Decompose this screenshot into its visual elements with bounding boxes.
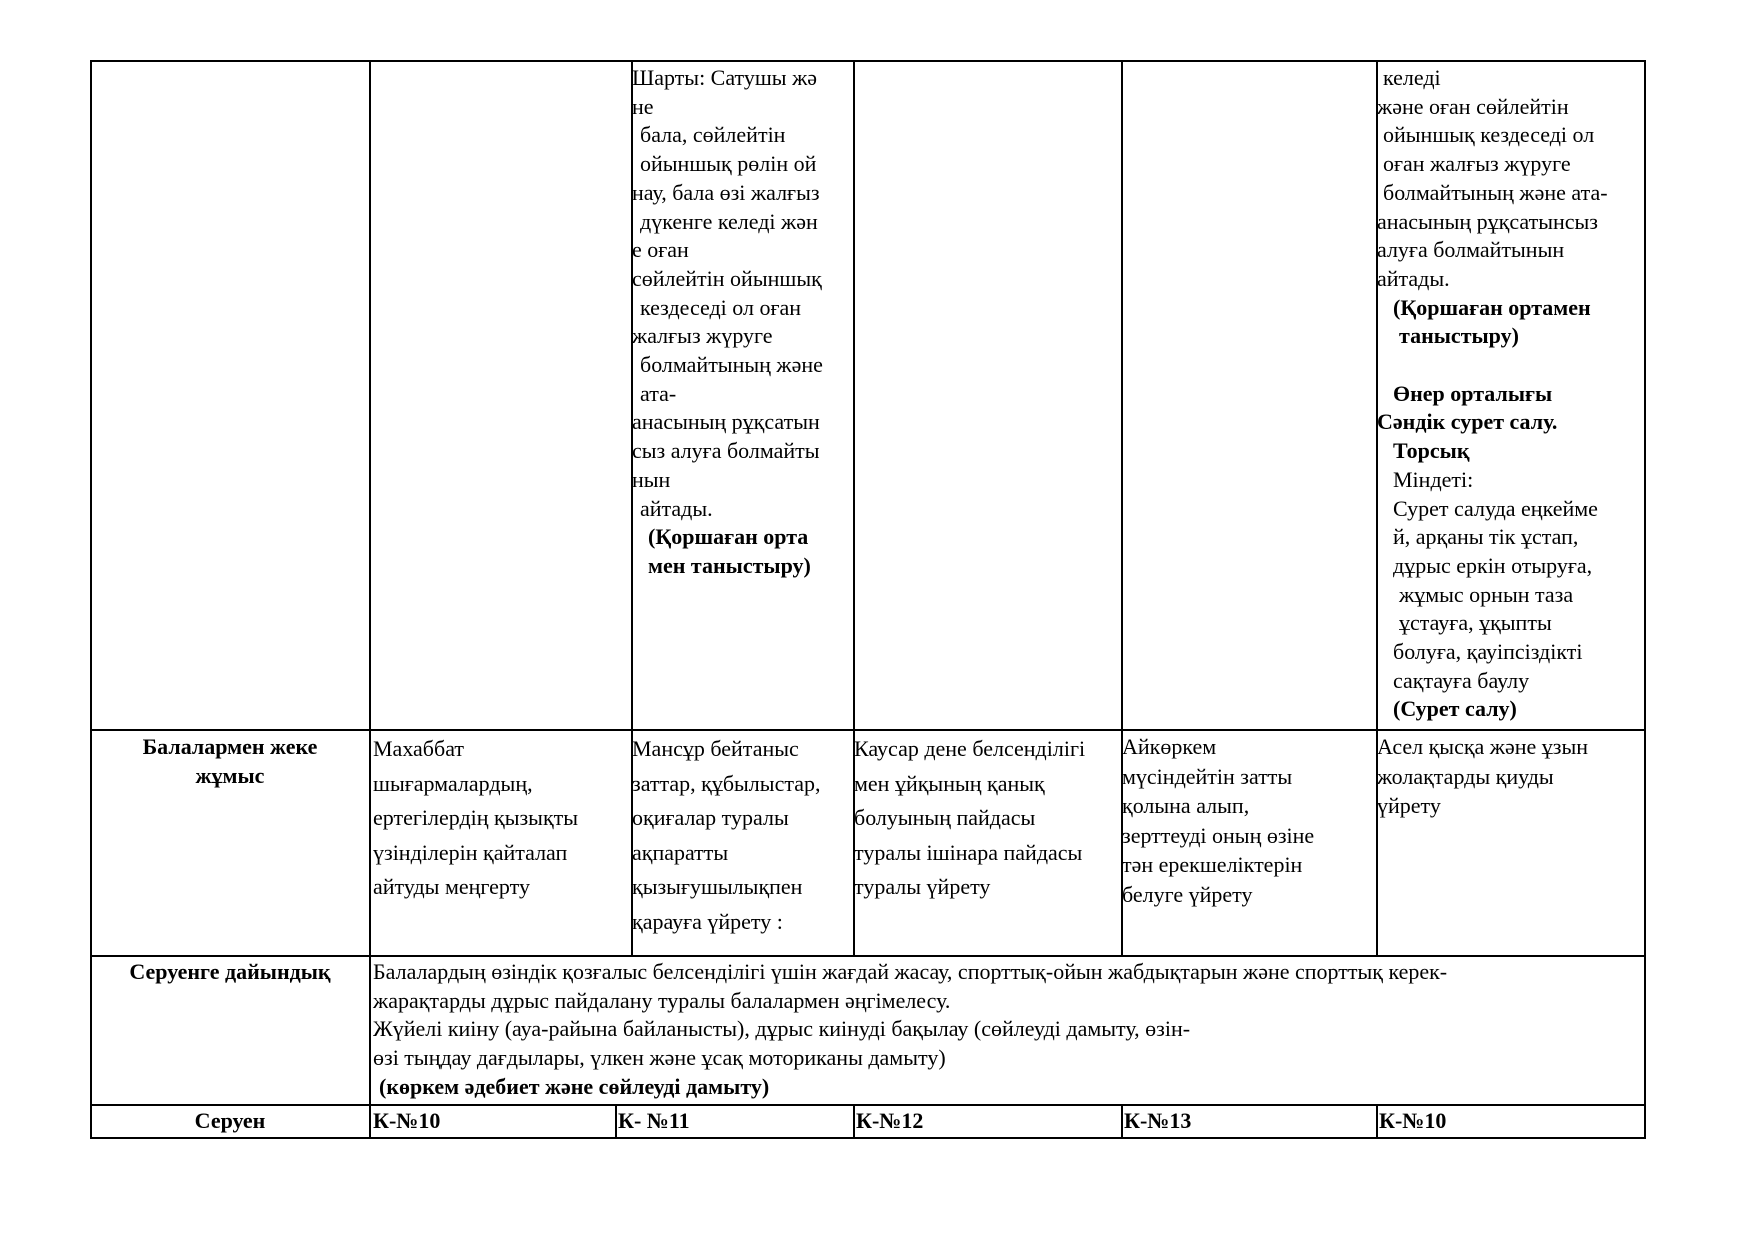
individual-work-thursday [1122, 732, 1374, 909]
text-line: қарауға үйрету : [632, 908, 783, 934]
text-line: шығармалардың, [373, 770, 533, 796]
text-line: (Сурет салу) [1393, 696, 1517, 722]
text-line: белуге үйрету [1122, 881, 1253, 907]
walk-card-friday: К-№10 [1379, 1108, 1447, 1133]
text-line: анасының рұқсатынсыз [1377, 208, 1598, 234]
text-line: тән ерекшеліктерін [1122, 852, 1303, 877]
table-border-right [1644, 60, 1646, 1139]
text-line: е оған [632, 237, 689, 263]
text-line: жұмыс орнын таза [1399, 581, 1574, 607]
text-line: Махаббат [373, 736, 464, 761]
col-divider-4b [1121, 1104, 1123, 1139]
text-line: туралы ішінара пайдасы [854, 839, 1083, 865]
text-line: ақпаратты [632, 839, 729, 865]
text-line: айтады. [1377, 265, 1450, 291]
text-line: оған жалғыз жүруге [1383, 151, 1571, 177]
text-line: ойыншық кездеседі ол [1383, 122, 1595, 148]
text-line: оқиғалар туралы [632, 805, 789, 830]
walk-card-thursday: К-№13 [1124, 1108, 1192, 1133]
text-line: Сурет салуда еңкейме [1393, 495, 1598, 521]
text-line: Каусар дене белсенділігі [854, 736, 1086, 761]
text-line: бала, сөйлейтін [640, 122, 786, 148]
text-line: (Қоршаған орта [648, 524, 809, 550]
walk-label: Серуен [194, 1108, 266, 1133]
row-divider-1 [90, 729, 1646, 731]
text-line: Шарты: Сатушы жә [632, 65, 818, 90]
individual-work-friday [1377, 732, 1643, 821]
walk-card-wednesday: К-№12 [856, 1108, 924, 1133]
text-line: ата- [640, 380, 677, 406]
text-line: айтады. [640, 495, 713, 521]
individual-work-label [92, 732, 368, 790]
row-divider-3 [90, 1104, 1646, 1106]
text-line: (Қоршаған ортамен [1393, 294, 1591, 320]
text-line: зерттеуді оның өзіне [1122, 822, 1315, 848]
text-line: сыз алуға болмайты [632, 438, 820, 464]
text-line: Асел қысқа және ұзын [1377, 734, 1589, 759]
text-line: Мансұр бейтаныс [632, 736, 799, 761]
table-border-top [90, 60, 1646, 62]
text-line: Өнер орталығы [1393, 380, 1553, 406]
text-line: нын [632, 466, 671, 492]
col-divider-5b [1376, 1104, 1378, 1139]
text-line: үйрету [1377, 793, 1441, 818]
text-line: жарақтарды дұрыс пайдалану туралы балалармен әңгімелесу. [373, 987, 951, 1013]
text-line: жолақтарды қиуды [1377, 763, 1554, 789]
text-line: қызығушылықпен [632, 874, 803, 899]
text-line: алуға болмайтынын [1377, 237, 1565, 263]
text-line: кездеседі ол оған [640, 294, 802, 320]
text-line: болмайтының және ата- [1383, 179, 1608, 205]
friday-activities-cell [1377, 64, 1643, 724]
individual-work-monday [373, 732, 629, 905]
text-line: заттар, құбылыстар, [632, 770, 821, 796]
individual-work-label-line-2: жұмыс [195, 763, 265, 788]
text-line: туралы үйрету [854, 874, 991, 899]
text-line: мүсіндейтін затты [1122, 763, 1293, 789]
text-line: дұрыс еркін отыруға, [1393, 552, 1593, 578]
text-line: не [632, 93, 654, 119]
text-line: ойыншық рөлін ой [640, 151, 817, 177]
text-line: (көркем әдебиет және сөйлеуді дамыту) [379, 1073, 770, 1099]
individual-work-wednesday [854, 732, 1120, 905]
text-line: сөйлейтін ойыншық [632, 265, 822, 291]
text-line: ертегілердің қызықты [373, 805, 579, 830]
text-line: Балалардың өзіндік қозғалыс белсенділігі үшін жағдай жасау, спорттық-ойын жабдықтарын және спорттық керек- [373, 959, 1448, 984]
text-line: дүкенге келеді жән [640, 208, 818, 234]
col-divider-2b [615, 1104, 617, 1139]
text-line: нау, бала өзі жалғыз [632, 179, 820, 205]
walk-preparation-description [373, 958, 1641, 1102]
text-line: сақтауға баулу [1393, 667, 1530, 693]
text-line: мен ұйқының қанық [854, 770, 1045, 796]
walk-card-tuesday: К- №11 [618, 1108, 690, 1133]
text-line: анасының рұқсатын [632, 409, 820, 435]
walk-preparation-label: Серуенге дайындық [129, 959, 331, 984]
text-line: Айкөркем [1122, 734, 1217, 759]
walk-card-monday: К-№10 [373, 1108, 441, 1133]
text-line: Сәндік сурет салу. [1377, 409, 1558, 435]
text-line: болуының пайдасы [854, 805, 1036, 830]
text-line: мен таныстыру) [648, 552, 811, 578]
text-line: таныстыру) [1399, 323, 1519, 349]
table-border-bottom [90, 1137, 1646, 1139]
text-line: өзі тыңдау дағдылары, үлкен және ұсақ моториканы дамыту) [373, 1045, 946, 1071]
text-line: Міндеті: [1393, 466, 1474, 492]
text-line: болуға, қауіпсіздікті [1393, 639, 1583, 665]
col-divider-1 [369, 60, 371, 1139]
text-line: келеді [1383, 65, 1441, 90]
text-line: айтуды меңгерту [373, 874, 530, 899]
text-line: болмайтының және [640, 352, 823, 378]
text-line: й, арқаны тік ұстап, [1393, 524, 1579, 550]
text-line: үзінділерін қайталап [373, 839, 568, 865]
text-line: жалғыз жүруге [632, 323, 773, 349]
text-line: Жүйелі киіну (ауа-райына байланысты), дұрыс киінуді бақылау (сөйлеуді дамыту, өзін- [373, 1016, 1191, 1042]
text-line: ұстауға, ұқыпты [1399, 610, 1552, 636]
text-line: Торсық [1393, 438, 1470, 464]
row-divider-2 [90, 955, 1646, 957]
individual-work-tuesday [632, 732, 852, 939]
col-divider-3b [853, 1104, 855, 1139]
text-line [1377, 351, 1643, 380]
text-line: және оған сөйлейтін [1377, 93, 1569, 119]
role-play-conditions-cell [632, 64, 852, 581]
text-line: қолына алып, [1122, 793, 1250, 818]
individual-work-label-line-1: Балалармен жеке [142, 734, 318, 759]
